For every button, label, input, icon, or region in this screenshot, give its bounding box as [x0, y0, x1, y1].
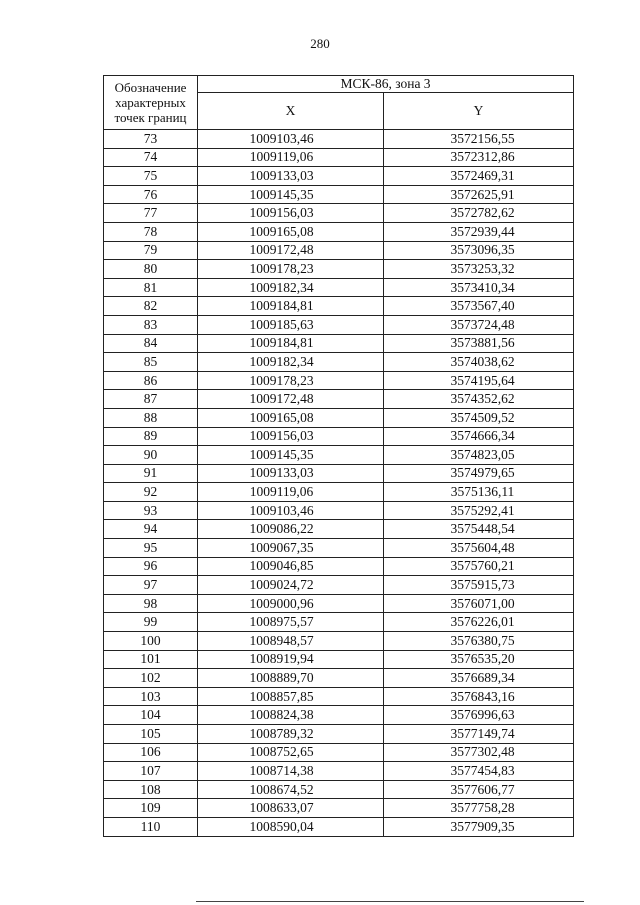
point-cell: 79 [104, 241, 198, 260]
x-coordinate-cell: 1009182,34 [198, 278, 384, 297]
point-cell: 85 [104, 353, 198, 372]
point-cell: 78 [104, 222, 198, 241]
point-cell: 98 [104, 594, 198, 613]
table-row [104, 557, 574, 576]
x-coordinate-cell: 1009178,23 [198, 260, 384, 279]
point-cell: 93 [104, 501, 198, 520]
table-row [104, 594, 574, 613]
y-coordinate-cell: 3574509,52 [384, 408, 574, 427]
y-coordinate-cell: 3573410,34 [384, 278, 574, 297]
point-cell: 81 [104, 278, 198, 297]
x-coordinate-cell: 1009103,46 [198, 501, 384, 520]
point-cell: 74 [104, 148, 198, 167]
table-row [104, 706, 574, 725]
y-coordinate-cell: 3573567,40 [384, 297, 574, 316]
point-cell: 75 [104, 167, 198, 186]
y-coordinate-cell: 3572625,91 [384, 185, 574, 204]
y-coordinate-cell: 3572156,55 [384, 130, 574, 149]
x-coordinate-cell: 1008919,94 [198, 650, 384, 669]
y-coordinate-cell: 3576535,20 [384, 650, 574, 669]
table-row [104, 427, 574, 446]
table-row [104, 464, 574, 483]
point-cell: 90 [104, 446, 198, 465]
x-coordinate-cell: 1008857,85 [198, 687, 384, 706]
table-row [104, 390, 574, 409]
point-cell: 76 [104, 185, 198, 204]
y-coordinate-cell: 3575292,41 [384, 501, 574, 520]
point-cell: 103 [104, 687, 198, 706]
point-cell: 110 [104, 817, 198, 836]
table-row [104, 278, 574, 297]
table-row [104, 167, 574, 186]
x-coordinate-cell: 1008674,52 [198, 780, 384, 799]
x-coordinate-cell: 1009178,23 [198, 371, 384, 390]
y-coordinate-cell: 3573253,32 [384, 260, 574, 279]
point-cell: 108 [104, 780, 198, 799]
y-coordinate-cell: 3576843,16 [384, 687, 574, 706]
table-row [104, 576, 574, 595]
y-coordinate-cell: 3577909,35 [384, 817, 574, 836]
x-coordinate-cell: 1008789,32 [198, 725, 384, 744]
x-coordinate-cell: 1009184,81 [198, 334, 384, 353]
point-cell: 100 [104, 632, 198, 651]
point-cell: 73 [104, 130, 198, 149]
x-coordinate-cell: 1009182,34 [198, 353, 384, 372]
y-coordinate-cell: 3574823,05 [384, 446, 574, 465]
x-coordinate-cell: 1008752,65 [198, 743, 384, 762]
point-cell: 88 [104, 408, 198, 427]
point-cell: 94 [104, 520, 198, 539]
point-cell: 77 [104, 204, 198, 223]
y-coordinate-cell: 3573881,56 [384, 334, 574, 353]
table-row [104, 315, 574, 334]
point-cell: 102 [104, 669, 198, 688]
x-coordinate-cell: 1009184,81 [198, 297, 384, 316]
coordinates-table [103, 75, 574, 837]
y-coordinate-cell: 3576226,01 [384, 613, 574, 632]
y-coordinate-cell: 3574666,34 [384, 427, 574, 446]
x-coordinate-cell: 1009156,03 [198, 427, 384, 446]
y-coordinate-cell: 3574979,65 [384, 464, 574, 483]
x-coordinate-cell: 1009145,35 [198, 185, 384, 204]
y-coordinate-cell: 3575136,11 [384, 483, 574, 502]
table-body [104, 130, 574, 837]
x-coordinate-cell: 1009086,22 [198, 520, 384, 539]
point-designation-header: Обозначение характерных точек границ [104, 76, 198, 130]
table-row [104, 241, 574, 260]
x-coordinate-cell: 1009046,85 [198, 557, 384, 576]
y-coordinate-cell: 3577302,48 [384, 743, 574, 762]
x-coordinate-cell: 1009119,06 [198, 148, 384, 167]
table-row [104, 650, 574, 669]
x-coordinate-cell: 1009000,96 [198, 594, 384, 613]
table-row [104, 687, 574, 706]
x-coordinate-cell: 1008824,38 [198, 706, 384, 725]
table-row [104, 613, 574, 632]
x-coordinate-cell: 1009145,35 [198, 446, 384, 465]
table-row [104, 483, 574, 502]
table-row [104, 539, 574, 558]
table-row [104, 762, 574, 781]
table-row [104, 520, 574, 539]
table-row [104, 669, 574, 688]
x-coordinate-cell: 1009103,46 [198, 130, 384, 149]
point-cell: 101 [104, 650, 198, 669]
table-row [104, 371, 574, 390]
table-row [104, 148, 574, 167]
x-coordinate-cell: 1008889,70 [198, 669, 384, 688]
point-cell: 99 [104, 613, 198, 632]
x-coordinate-cell: 1009172,48 [198, 390, 384, 409]
x-coordinate-cell: 1009165,08 [198, 222, 384, 241]
x-coordinate-cell: 1009185,63 [198, 315, 384, 334]
x-coordinate-cell: 1009024,72 [198, 576, 384, 595]
point-cell: 86 [104, 371, 198, 390]
x-column-header: X [198, 93, 384, 130]
table-row [104, 334, 574, 353]
y-coordinate-cell: 3572782,62 [384, 204, 574, 223]
y-coordinate-cell: 3577149,74 [384, 725, 574, 744]
table-row [104, 353, 574, 372]
point-cell: 89 [104, 427, 198, 446]
y-coordinate-cell: 3572312,86 [384, 148, 574, 167]
table-row [104, 260, 574, 279]
x-coordinate-cell: 1008975,57 [198, 613, 384, 632]
table-header [104, 76, 574, 130]
y-coordinate-cell: 3577758,28 [384, 799, 574, 818]
y-coordinate-cell: 3577606,77 [384, 780, 574, 799]
point-cell: 97 [104, 576, 198, 595]
y-coordinate-cell: 3577454,83 [384, 762, 574, 781]
y-coordinate-cell: 3574038,62 [384, 353, 574, 372]
table-row [104, 297, 574, 316]
y-coordinate-cell: 3575915,73 [384, 576, 574, 595]
table-row [104, 185, 574, 204]
x-coordinate-cell: 1009156,03 [198, 204, 384, 223]
x-coordinate-cell: 1009119,06 [198, 483, 384, 502]
y-coordinate-cell: 3574195,64 [384, 371, 574, 390]
point-cell: 95 [104, 539, 198, 558]
x-coordinate-cell: 1008633,07 [198, 799, 384, 818]
x-coordinate-cell: 1008714,38 [198, 762, 384, 781]
x-coordinate-cell: 1009067,35 [198, 539, 384, 558]
point-cell: 105 [104, 725, 198, 744]
y-coordinate-cell: 3575604,48 [384, 539, 574, 558]
x-coordinate-cell: 1008590,04 [198, 817, 384, 836]
table-row [104, 204, 574, 223]
table-row [104, 130, 574, 149]
point-cell: 109 [104, 799, 198, 818]
table-row [104, 743, 574, 762]
table-row [104, 799, 574, 818]
x-coordinate-cell: 1009172,48 [198, 241, 384, 260]
y-coordinate-cell: 3576996,63 [384, 706, 574, 725]
table-row [104, 780, 574, 799]
table-row [104, 501, 574, 520]
point-cell: 104 [104, 706, 198, 725]
y-coordinate-cell: 3573724,48 [384, 315, 574, 334]
y-coordinate-cell: 3576380,75 [384, 632, 574, 651]
y-coordinate-cell: 3576689,34 [384, 669, 574, 688]
y-coordinate-cell: 3576071,00 [384, 594, 574, 613]
point-cell: 82 [104, 297, 198, 316]
coordinate-system-header: МСК-86, зона 3 [198, 76, 574, 93]
point-cell: 96 [104, 557, 198, 576]
point-cell: 91 [104, 464, 198, 483]
x-coordinate-cell: 1009133,03 [198, 167, 384, 186]
table-row [104, 725, 574, 744]
page-bottom-rule [196, 901, 584, 902]
y-coordinate-cell: 3573096,35 [384, 241, 574, 260]
page-number: 280 [310, 36, 330, 51]
x-coordinate-cell: 1009133,03 [198, 464, 384, 483]
y-coordinate-cell: 3572939,44 [384, 222, 574, 241]
point-cell: 92 [104, 483, 198, 502]
point-cell: 107 [104, 762, 198, 781]
x-coordinate-cell: 1009165,08 [198, 408, 384, 427]
point-cell: 80 [104, 260, 198, 279]
table-row [104, 446, 574, 465]
point-cell: 87 [104, 390, 198, 409]
y-coordinate-cell: 3575760,21 [384, 557, 574, 576]
point-cell: 83 [104, 315, 198, 334]
table-row [104, 408, 574, 427]
y-column-header: Y [384, 93, 574, 130]
y-coordinate-cell: 3574352,62 [384, 390, 574, 409]
table-row [104, 222, 574, 241]
x-coordinate-cell: 1008948,57 [198, 632, 384, 651]
y-coordinate-cell: 3572469,31 [384, 167, 574, 186]
point-cell: 84 [104, 334, 198, 353]
point-cell: 106 [104, 743, 198, 762]
table-row [104, 817, 574, 836]
table-row [104, 632, 574, 651]
y-coordinate-cell: 3575448,54 [384, 520, 574, 539]
